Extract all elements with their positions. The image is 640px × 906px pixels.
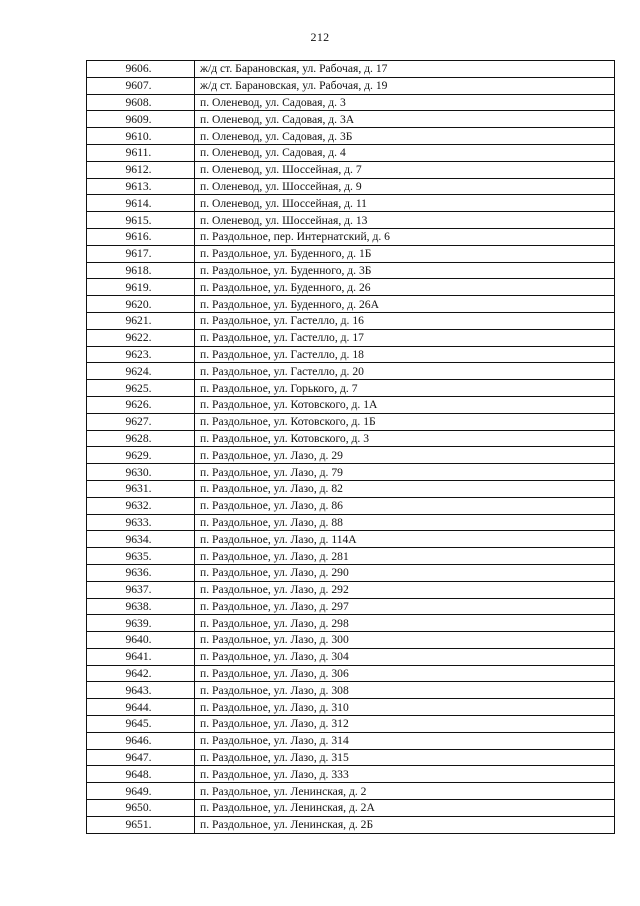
row-number-cell: 9617. <box>87 245 195 262</box>
table-row <box>87 548 615 565</box>
address-cell: п. Раздольное, ул. Буденного, д. 26А <box>195 296 615 313</box>
row-number-cell: 9611. <box>87 144 195 161</box>
address-cell: п. Раздольное, ул. Лазо, д. 308 <box>195 682 615 699</box>
address-cell: п. Раздольное, ул. Лазо, д. 29 <box>195 447 615 464</box>
address-cell: п. Раздольное, ул. Лазо, д. 314 <box>195 732 615 749</box>
table-row <box>87 195 615 212</box>
row-number-cell: 9641. <box>87 648 195 665</box>
table-row <box>87 732 615 749</box>
table-row <box>87 816 615 833</box>
address-table-body <box>87 61 615 834</box>
table-row <box>87 329 615 346</box>
row-number-cell: 9610. <box>87 128 195 145</box>
row-number-cell: 9616. <box>87 228 195 245</box>
address-cell: п. Раздольное, ул. Лазо, д. 310 <box>195 699 615 716</box>
table-row <box>87 245 615 262</box>
row-number-cell: 9627. <box>87 413 195 430</box>
row-number-cell: 9639. <box>87 615 195 632</box>
address-cell: п. Раздольное, ул. Гастелло, д. 16 <box>195 312 615 329</box>
address-cell: п. Раздольное, ул. Буденного, д. 3Б <box>195 262 615 279</box>
address-cell: п. Раздольное, ул. Ленинская, д. 2А <box>195 800 615 817</box>
address-cell: п. Оленевод, ул. Шоссейная, д. 7 <box>195 161 615 178</box>
table-row <box>87 346 615 363</box>
row-number-cell: 9628. <box>87 430 195 447</box>
address-cell: п. Раздольное, ул. Котовского, д. 1А <box>195 396 615 413</box>
address-cell: п. Оленевод, ул. Садовая, д. 3 <box>195 94 615 111</box>
row-number-cell: 9642. <box>87 665 195 682</box>
table-row <box>87 312 615 329</box>
table-row <box>87 61 615 78</box>
table-row <box>87 464 615 481</box>
row-number-cell: 9624. <box>87 363 195 380</box>
table-row <box>87 178 615 195</box>
table-row <box>87 77 615 94</box>
row-number-cell: 9626. <box>87 396 195 413</box>
table-row <box>87 665 615 682</box>
address-cell: п. Раздольное, ул. Лазо, д. 315 <box>195 749 615 766</box>
address-cell: п. Раздольное, ул. Лазо, д. 292 <box>195 581 615 598</box>
row-number-cell: 9621. <box>87 312 195 329</box>
table-row <box>87 111 615 128</box>
row-number-cell: 9606. <box>87 61 195 78</box>
table-row <box>87 228 615 245</box>
address-cell: п. Раздольное, ул. Лазо, д. 114А <box>195 531 615 548</box>
address-cell: п. Раздольное, ул. Лазо, д. 82 <box>195 480 615 497</box>
table-row <box>87 296 615 313</box>
table-row <box>87 380 615 397</box>
row-number-cell: 9631. <box>87 480 195 497</box>
table-row <box>87 497 615 514</box>
row-number-cell: 9613. <box>87 178 195 195</box>
table-row <box>87 531 615 548</box>
row-number-cell: 9640. <box>87 632 195 649</box>
row-number-cell: 9620. <box>87 296 195 313</box>
row-number-cell: 9643. <box>87 682 195 699</box>
table-row <box>87 699 615 716</box>
table-row <box>87 262 615 279</box>
address-cell: п. Раздольное, ул. Лазо, д. 298 <box>195 615 615 632</box>
row-number-cell: 9622. <box>87 329 195 346</box>
table-row <box>87 632 615 649</box>
table-row <box>87 480 615 497</box>
table-row <box>87 766 615 783</box>
table-row <box>87 514 615 531</box>
table-row <box>87 212 615 229</box>
row-number-cell: 9646. <box>87 732 195 749</box>
row-number-cell: 9633. <box>87 514 195 531</box>
address-cell: п. Оленевод, ул. Садовая, д. 3А <box>195 111 615 128</box>
row-number-cell: 9651. <box>87 816 195 833</box>
row-number-cell: 9632. <box>87 497 195 514</box>
row-number-cell: 9648. <box>87 766 195 783</box>
address-cell: п. Раздольное, ул. Лазо, д. 304 <box>195 648 615 665</box>
address-cell: п. Оленевод, ул. Садовая, д. 3Б <box>195 128 615 145</box>
address-cell: п. Раздольное, ул. Ленинская, д. 2Б <box>195 816 615 833</box>
row-number-cell: 9636. <box>87 564 195 581</box>
address-cell: п. Раздольное, ул. Лазо, д. 333 <box>195 766 615 783</box>
address-cell: п. Раздольное, ул. Котовского, д. 3 <box>195 430 615 447</box>
table-row <box>87 800 615 817</box>
table-row <box>87 161 615 178</box>
address-cell: п. Раздольное, ул. Ленинская, д. 2 <box>195 783 615 800</box>
address-cell: п. Раздольное, ул. Лазо, д. 306 <box>195 665 615 682</box>
table-row <box>87 363 615 380</box>
address-cell: п. Раздольное, ул. Лазо, д. 86 <box>195 497 615 514</box>
table-row <box>87 144 615 161</box>
table-row <box>87 430 615 447</box>
address-cell: п. Раздольное, ул. Буденного, д. 26 <box>195 279 615 296</box>
address-cell: п. Раздольное, ул. Лазо, д. 312 <box>195 716 615 733</box>
row-number-cell: 9619. <box>87 279 195 296</box>
address-cell: п. Раздольное, ул. Лазо, д. 88 <box>195 514 615 531</box>
table-row <box>87 128 615 145</box>
row-number-cell: 9615. <box>87 212 195 229</box>
row-number-cell: 9644. <box>87 699 195 716</box>
address-cell: п. Раздольное, ул. Гастелло, д. 17 <box>195 329 615 346</box>
table-row <box>87 716 615 733</box>
row-number-cell: 9625. <box>87 380 195 397</box>
address-cell: п. Оленевод, ул. Садовая, д. 4 <box>195 144 615 161</box>
table-row <box>87 783 615 800</box>
address-cell: п. Оленевод, ул. Шоссейная, д. 11 <box>195 195 615 212</box>
address-cell: п. Раздольное, ул. Гастелло, д. 18 <box>195 346 615 363</box>
address-table <box>86 60 615 834</box>
row-number-cell: 9614. <box>87 195 195 212</box>
address-cell: п. Раздольное, ул. Гастелло, д. 20 <box>195 363 615 380</box>
table-row <box>87 581 615 598</box>
row-number-cell: 9637. <box>87 581 195 598</box>
address-cell: п. Раздольное, ул. Лазо, д. 290 <box>195 564 615 581</box>
page-number: 212 <box>310 30 330 44</box>
address-cell: п. Раздольное, пер. Интернатский, д. 6 <box>195 228 615 245</box>
table-row <box>87 94 615 111</box>
row-number-cell: 9635. <box>87 548 195 565</box>
row-number-cell: 9645. <box>87 716 195 733</box>
table-row <box>87 682 615 699</box>
table-row <box>87 749 615 766</box>
table-row <box>87 447 615 464</box>
table-row <box>87 279 615 296</box>
row-number-cell: 9607. <box>87 77 195 94</box>
row-number-cell: 9623. <box>87 346 195 363</box>
address-cell: п. Раздольное, ул. Лазо, д. 281 <box>195 548 615 565</box>
address-cell: п. Раздольное, ул. Горького, д. 7 <box>195 380 615 397</box>
row-number-cell: 9609. <box>87 111 195 128</box>
row-number-cell: 9618. <box>87 262 195 279</box>
address-cell: п. Раздольное, ул. Лазо, д. 300 <box>195 632 615 649</box>
table-row <box>87 396 615 413</box>
table-row <box>87 598 615 615</box>
address-cell: п. Раздольное, ул. Котовского, д. 1Б <box>195 413 615 430</box>
address-cell: п. Раздольное, ул. Лазо, д. 79 <box>195 464 615 481</box>
address-cell: п. Раздольное, ул. Лазо, д. 297 <box>195 598 615 615</box>
row-number-cell: 9608. <box>87 94 195 111</box>
address-cell: п. Оленевод, ул. Шоссейная, д. 13 <box>195 212 615 229</box>
row-number-cell: 9629. <box>87 447 195 464</box>
row-number-cell: 9630. <box>87 464 195 481</box>
address-cell: ж/д ст. Барановская, ул. Рабочая, д. 17 <box>195 61 615 78</box>
row-number-cell: 9647. <box>87 749 195 766</box>
row-number-cell: 9649. <box>87 783 195 800</box>
row-number-cell: 9612. <box>87 161 195 178</box>
row-number-cell: 9650. <box>87 800 195 817</box>
table-row <box>87 615 615 632</box>
address-cell: п. Раздольное, ул. Буденного, д. 1Б <box>195 245 615 262</box>
address-cell: ж/д ст. Барановская, ул. Рабочая, д. 19 <box>195 77 615 94</box>
table-row <box>87 564 615 581</box>
row-number-cell: 9634. <box>87 531 195 548</box>
table-row <box>87 413 615 430</box>
table-row <box>87 648 615 665</box>
address-cell: п. Оленевод, ул. Шоссейная, д. 9 <box>195 178 615 195</box>
row-number-cell: 9638. <box>87 598 195 615</box>
